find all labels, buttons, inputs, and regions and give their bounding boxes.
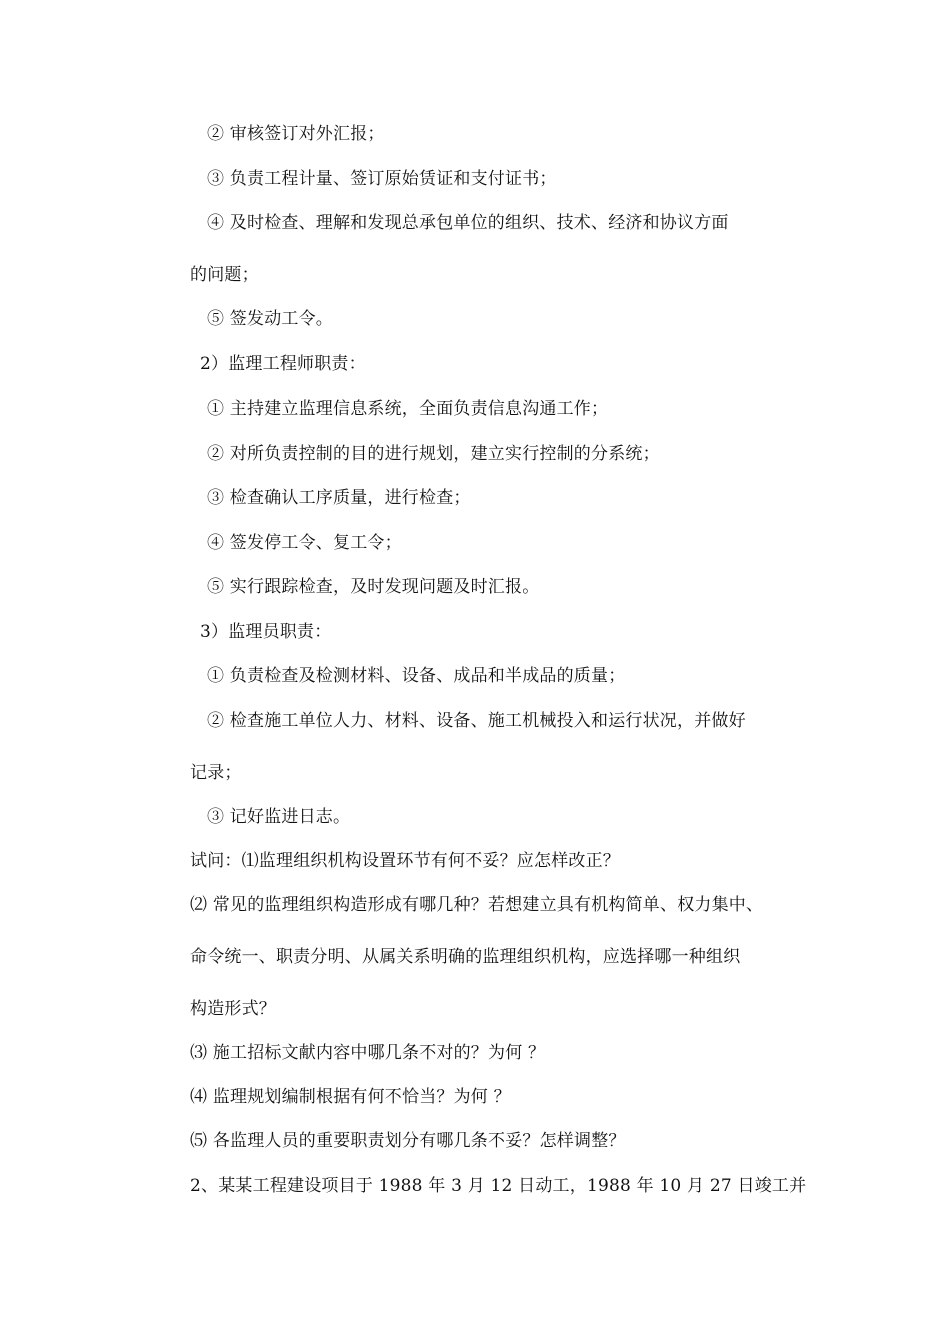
text-line: ⑤ 签发动工令。 (207, 309, 334, 329)
text-line: ③ 检查确认工序质量，进行检查； (207, 488, 471, 508)
question-line: 命令统一、职责分明、从属关系明确的监理组织机构，应选择哪一种组织 (190, 947, 741, 967)
text-line: ③ 负责工程计量、签订原始赁证和支付证书； (207, 169, 557, 189)
question-line: 构造形式？ (190, 999, 276, 1019)
question-line: 试问：⑴监理组织机构设置环节有何不妥？应怎样改正？ (190, 851, 620, 871)
text-line: ① 负责检查及检测材料、设备、成品和半成品的质量； (207, 666, 626, 686)
question-line: ⑵ 常见的监理组织构造形成有哪几种？若想建立具有机构简单、权力集中、 (190, 895, 764, 915)
text-line: ② 审核签订对外汇报； (207, 124, 385, 144)
question-line: ⑸ 各监理人员的重要职责划分有哪几条不妥？怎样调整？ (190, 1131, 626, 1151)
question-line: ⑷ 监理规划编制根据有何不恰当？为何 ？ (190, 1087, 511, 1107)
question-line: ⑶ 施工招标文献内容中哪几条不对的？为何 ？ (190, 1043, 546, 1063)
text-line: ④ 签发停工令、复工令； (207, 533, 402, 553)
text-line: ④ 及时检查、理解和发现总承包单位的组织、技术、经济和协议方面 (207, 213, 729, 233)
text-line: ② 对所负责控制的目的进行规划，建立实行控制的分系统； (207, 444, 660, 464)
text-line: 2、某某工程建设项目于 1988 年 3 月 12 日动工，1988 年 10 月 27 日竣工并 (190, 1176, 807, 1196)
text-line: ③ 记好监进日志。 (207, 807, 351, 827)
text-line: ① 主持建立监理信息系统，全面负责信息沟通工作； (207, 399, 609, 419)
section-heading: 3）监理员职责： (200, 622, 332, 642)
text-line: ⑤ 实行跟踪检查，及时发现问题及时汇报。 (207, 577, 540, 597)
text-line: ② 检查施工单位人力、材料、设备、施工机械投入和运行状况，并做好 (207, 711, 746, 731)
text-line: 记录； (190, 763, 242, 783)
text-line: 的问题； (190, 265, 259, 285)
section-heading: 2）监理工程师职责： (200, 354, 366, 374)
